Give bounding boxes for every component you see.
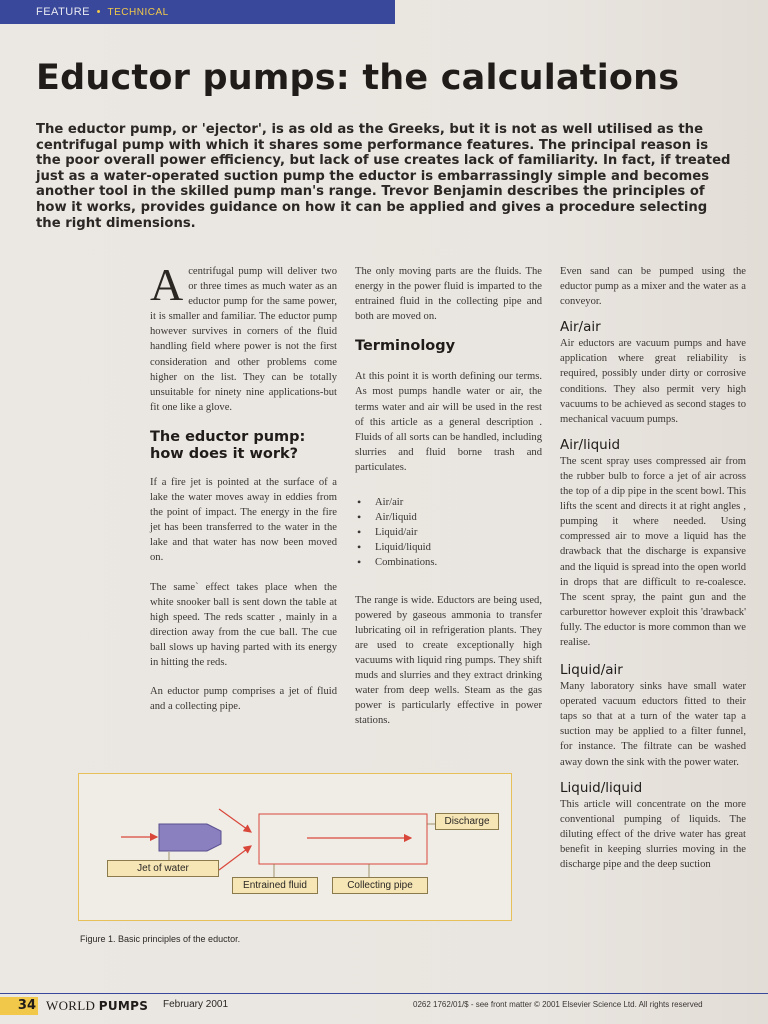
article-intro: The eductor pump, or 'ejector', is as old as the Greeks, but it is not as well utilised as the centrifugal pump with which it shares some performance features. The principal reason is the poor overall power efficiency, but lack of use creates lack of familiarity. In fact, if treated just as a water-operated suction pump the eductor is embarrassingly simple and becomes another tool in the skilled pump man's range. Trevor Benjamin describes the principles of how it works, provides guidance on how it can be applied and gives a procedure selecting the right dimensions.	[36, 122, 731, 231]
list-item: • Liquid/air	[375, 525, 542, 540]
entrained-arrow-top	[219, 809, 251, 832]
eductor-diagram	[79, 774, 511, 920]
issue-date: February 2001	[163, 999, 229, 1010]
section-label: FEATURE	[36, 6, 91, 18]
publication-name-a: WORLD	[46, 998, 99, 1013]
col2-paragraph-1: The only moving parts are the fluids. The energy in the power fluid is imparted to the entrained fluid in the collecting pipe and both are moved on.	[355, 266, 542, 323]
col1-paragraph-1-text: centrifugal pump will deliver two or three times as much water as an eductor pump for the same power, it is smaller and familiar. The eductor pump however survives in corners of the fluid handling field where power is not the first consideration and other problems come higher on the list. They can be totally unsuitable for ninety nine applications-but fit one like a glove.	[150, 266, 337, 413]
page-footer	[0, 993, 768, 1018]
eductor-figure	[78, 773, 512, 921]
copyright-notice: 0262 1762/01/$ - see front matter © 2001 Elsevier Science Ltd. All rights reserved	[413, 1000, 703, 1009]
jet-nozzle	[159, 824, 221, 851]
col2-paragraph-2: At this point it is worth defining our terms. As most pumps handle water or air, the terms water and air will be used in the rest of this article as a general description . Fluids of all sorts can be handled, including slurries and fluid borne trash and particulates.	[355, 371, 542, 473]
publication-name	[46, 997, 148, 1015]
column-2	[355, 264, 542, 742]
list-item: • Air/air	[375, 495, 542, 510]
section-header	[0, 0, 395, 24]
list-item: • Combinations.	[375, 555, 542, 570]
entrained-arrow-bottom	[219, 846, 251, 870]
col1-paragraph-4: An eductor pump comprises a jet of fluid and a collecting pipe.	[150, 686, 337, 713]
column-3	[560, 264, 746, 886]
col1-paragraph-3: The same` effect takes place when the white snooker ball is sent down the table at high speed. The reds scatter , mainly in a direction away from the cue ball. The cue ball slows up having parted with its energy in hitting the reds.	[150, 581, 337, 668]
label-jet-of-water: Jet of water	[107, 860, 219, 877]
col2-heading: Terminology	[355, 338, 456, 355]
label-collecting-pipe: Collecting pipe	[332, 877, 428, 894]
article-title: Eductor pumps: the calculations	[36, 58, 680, 98]
separator-dot: •	[96, 6, 101, 18]
col3-paragraph-1: Even sand can be pumped using the eductor pump as a mixer and the water as a conveyor.	[560, 266, 746, 308]
col2-paragraph-3: The range is wide. Eductors are being used, powered by gaseous ammonia to transfer lubricating oil in refrigeration plants. They are used to create exceptionally high vacuums with liquid ring pumps. They shift muds and slurries and they extract drinking water from deep wells. Steam as the gas power is particularly effective in power stations.	[355, 594, 542, 727]
paragraph-liquid-air: Many laboratory sinks have small water operated vacuum eductors fitted to their taps so that at a turn of the water tap a suction may be applied to a filter funnel, for instance. The filtrate can be washed away down the sink with the power water.	[560, 681, 746, 768]
list-item: • Liquid/liquid	[375, 540, 542, 555]
list-item: • Air/liquid	[375, 510, 542, 525]
heading-air-liquid: Air/liquid	[560, 436, 621, 453]
label-discharge: Discharge	[435, 813, 499, 830]
collecting-pipe	[259, 814, 427, 864]
column-1	[150, 259, 337, 728]
terminology-list	[355, 495, 542, 570]
label-entrained-fluid: Entrained fluid	[232, 877, 318, 894]
subsection-label: TECHNICAL	[107, 7, 169, 18]
heading-air-air: Air/air	[560, 319, 601, 336]
paragraph-air-liquid: The scent spray uses compressed air from the rubber bulb to force a jet of air across the top of a dip pipe in the scent bowl. This lifts the scent and directs it at right angles , pumping it where needed. Using compressed air to move a liquid has the drawback that the discharge is expansive and the liquid is spread into the open world in drops that are difficult to re-coalesce. The scent spray, the paint gun and the carburettor however exploit this 'drawback' fully. The eductor is more common than we realise.	[560, 455, 746, 648]
publication-name-b: PUMPS	[98, 999, 149, 1013]
drop-cap: A	[150, 259, 184, 310]
heading-liquid-liquid: Liquid/liquid	[560, 779, 643, 796]
heading-liquid-air: Liquid/air	[560, 662, 623, 679]
col1-heading: The eductor pump: how does it work?	[150, 428, 306, 462]
paragraph-air-air: Air eductors are vacuum pumps and have application where great reliability is required, possibly under dirty or corrosive conditions. They also permit very high vacuums to be achieved as second stages to mechanical vacuum pumps.	[560, 338, 746, 425]
figure-caption: Figure 1. Basic principles of the eductor.	[80, 934, 241, 944]
col1-paragraph-1	[150, 259, 337, 415]
paragraph-liquid-liquid: This article will concentrate on the more conventional pumping of liquids. The diluting effect of the drive water has great benefit in keeping slurries moving in the discharge pipe and the deep suction	[560, 798, 746, 870]
col1-paragraph-2: If a fire jet is pointed at the surface of a lake the water moves away in eddies from the point of impact. The energy in the fire jet has been transferred to the water in the lake and that water has now been moved on.	[150, 476, 337, 564]
page-number: 34	[0, 997, 38, 1015]
